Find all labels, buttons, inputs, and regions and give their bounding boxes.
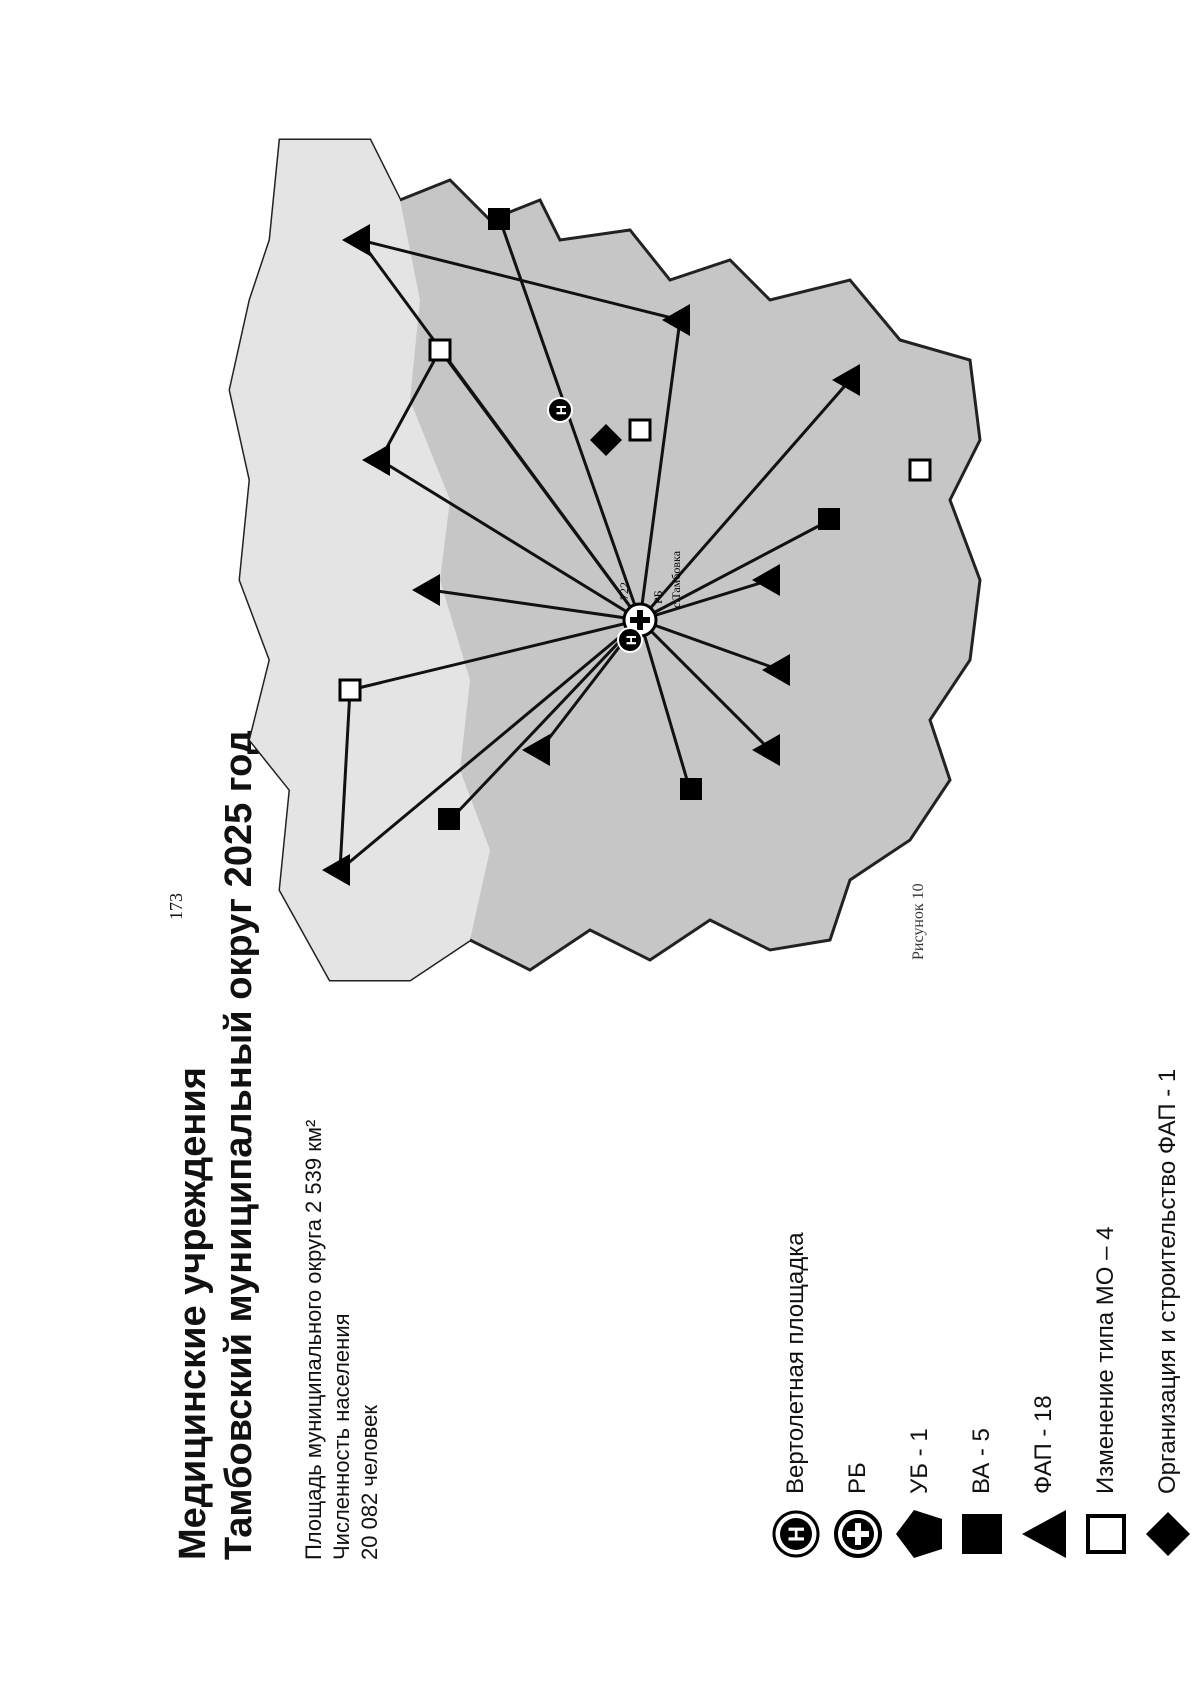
legend-label: Вертолетная площадка — [782, 1232, 809, 1494]
center-label: с.Тамбовка — [669, 550, 683, 608]
va-marker — [680, 778, 702, 800]
title-line-1: Медицинские учреждения — [172, 1067, 214, 1560]
center-code: РБ — [651, 590, 665, 604]
filled-square-icon — [956, 1508, 1008, 1560]
legend-label: Организация и строительство ФАП - 1 — [1154, 1068, 1181, 1494]
svg-text:H: H — [623, 634, 639, 646]
svg-text:H: H — [784, 1526, 809, 1542]
va-marker — [438, 808, 460, 830]
legend-label: ФАП - 18 — [1030, 1395, 1057, 1494]
pentagon-icon — [894, 1508, 946, 1560]
legend-label: Изменение типа МО – 4 — [1092, 1226, 1119, 1494]
title-line-2: Тамбовский муниципальный округ 2025 год — [218, 730, 260, 1560]
population-label: Численность населения — [329, 1313, 354, 1560]
center-number: 722 — [617, 582, 631, 600]
legend-item-fap — [1018, 1395, 1070, 1560]
helipad-marker — [548, 398, 572, 422]
va-marker — [488, 208, 510, 230]
population-value: 20 082 человек — [357, 1405, 382, 1560]
district-map — [210, 120, 1010, 1000]
legend-item-ub — [894, 1428, 946, 1560]
hollow-square-icon — [1080, 1508, 1132, 1560]
rotated-slide — [150, 100, 1181, 1600]
type-change-marker — [630, 420, 650, 440]
cross-circle-icon — [832, 1508, 884, 1560]
legend-item-va — [956, 1428, 1008, 1560]
triangle-icon — [1018, 1508, 1070, 1560]
type-change-marker — [430, 340, 450, 360]
legend-label: ВА - 5 — [968, 1428, 995, 1494]
legend-label: УБ - 1 — [906, 1428, 933, 1494]
legend-item-new-fap — [1142, 1069, 1194, 1560]
district-stats — [300, 1120, 384, 1560]
legend-item-helipad — [770, 1232, 822, 1560]
va-marker — [818, 508, 840, 530]
page-number: 173 — [166, 893, 186, 920]
diamond-icon — [1142, 1508, 1194, 1560]
legend-item-rb — [832, 1462, 884, 1560]
type-change-marker — [340, 680, 360, 700]
helipad-marker — [618, 628, 642, 652]
type-change-marker — [910, 460, 930, 480]
legend-label: РБ — [844, 1462, 871, 1494]
legend-item-type-change — [1080, 1227, 1132, 1560]
svg-text:H: H — [553, 404, 569, 416]
area-text: Площадь муниципального округа 2 539 км² — [301, 1119, 326, 1560]
helipad-icon — [770, 1508, 822, 1560]
figure-caption: Рисунок 10 — [910, 883, 927, 960]
